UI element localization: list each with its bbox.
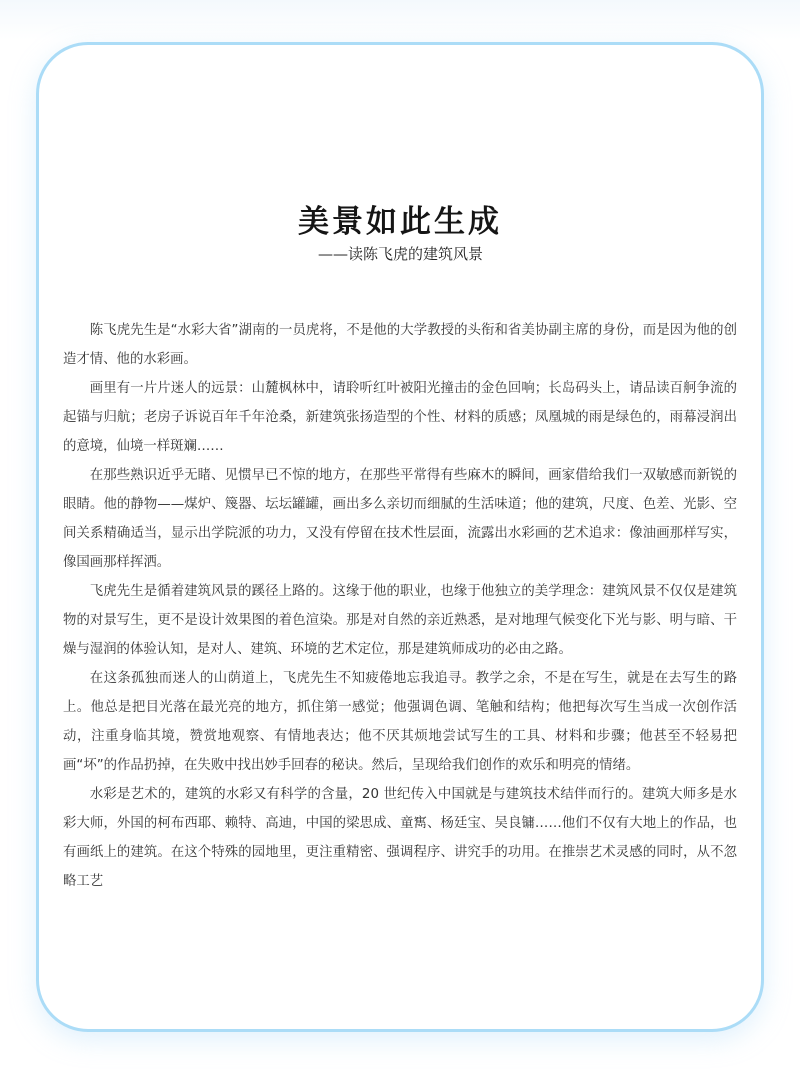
paragraph: 飞虎先生是循着建筑风景的蹊径上路的。这缘于他的职业，也缘于他独立的美学理念：建筑风景不仅仅是建筑物的对景写生，更不是设计效果图的着色渲染。那是对自然的亲近熟悉，是对地理气候变化下光与影、明与暗、干燥与湿润的体验认知，是对人、建筑、环境的艺术定位，那是建筑师成功的必由之路。 xyxy=(63,584,737,657)
paragraph: 陈飞虎先生是“水彩大省”湖南的一员虎将，不是他的大学教授的头衔和省美协副主席的身份，而是因为他的创造才情、他的水彩画。 xyxy=(63,323,737,367)
paragraph: 画里有一片片迷人的远景：山麓枫林中，请聆听红叶被阳光撞击的金色回响；长岛码头上，请品读百舸争流的起锚与归航；老房子诉说百年千年沧桑，新建筑张扬造型的个性、材料的质感；凤凰城的雨是绿色的，雨幕浸润出的意境，仙境一样斑斓…… xyxy=(63,381,737,454)
paragraph: 在那些熟识近乎无睹、见惯早已不惊的地方，在那些平常得有些麻木的瞬间，画家借给我们一双敏感而新锐的眼睛。他的静物——煤炉、篾器、坛坛罐罐，画出多么亲切而细腻的生活味道；他的建筑，尺度、色差、光影、空间关系精确适当，显示出学院派的功力，又没有停留在技术性层面，流露出水彩画的艺术追求：像油画那样写实，像国画那样挥洒。 xyxy=(63,468,737,570)
article-subtitle: ——读陈飞虎的建筑风景 xyxy=(318,245,484,263)
article-body xyxy=(63,316,737,896)
paragraph: 在这条孤独而迷人的山荫道上，飞虎先生不知疲倦地忘我追寻。教学之余，不是在写生，就是在去写生的路上。他总是把目光落在最光亮的地方，抓住第一感觉；他强调色调、笔触和结构；他把每次写生当成一次创作活动，注重身临其境，赞赏地观察、有情地表达；他不厌其烦地尝试写生的工具、材料和步骤；他甚至不轻易把画“坏”的作品扔掉，在失败中找出妙手回春的秘诀。然后，呈现给我们创作的欢乐和明亮的情绪。 xyxy=(63,671,737,773)
article-title: 美景如此生成 xyxy=(298,204,502,240)
paragraph: 水彩是艺术的，建筑的水彩又有科学的含量，20 世纪传入中国就是与建筑技术结伴而行的。建筑大师多是水彩大师，外国的柯布西耶、赖特、高迪，中国的梁思成、童寯、杨廷宝、吴良镛……他们不仅有大地上的作品，也有画纸上的建筑。在这个特殊的园地里，更注重精密、强调程序、讲究手的功用。在推崇艺术灵感的同时，从不忽略工艺 xyxy=(63,787,737,889)
